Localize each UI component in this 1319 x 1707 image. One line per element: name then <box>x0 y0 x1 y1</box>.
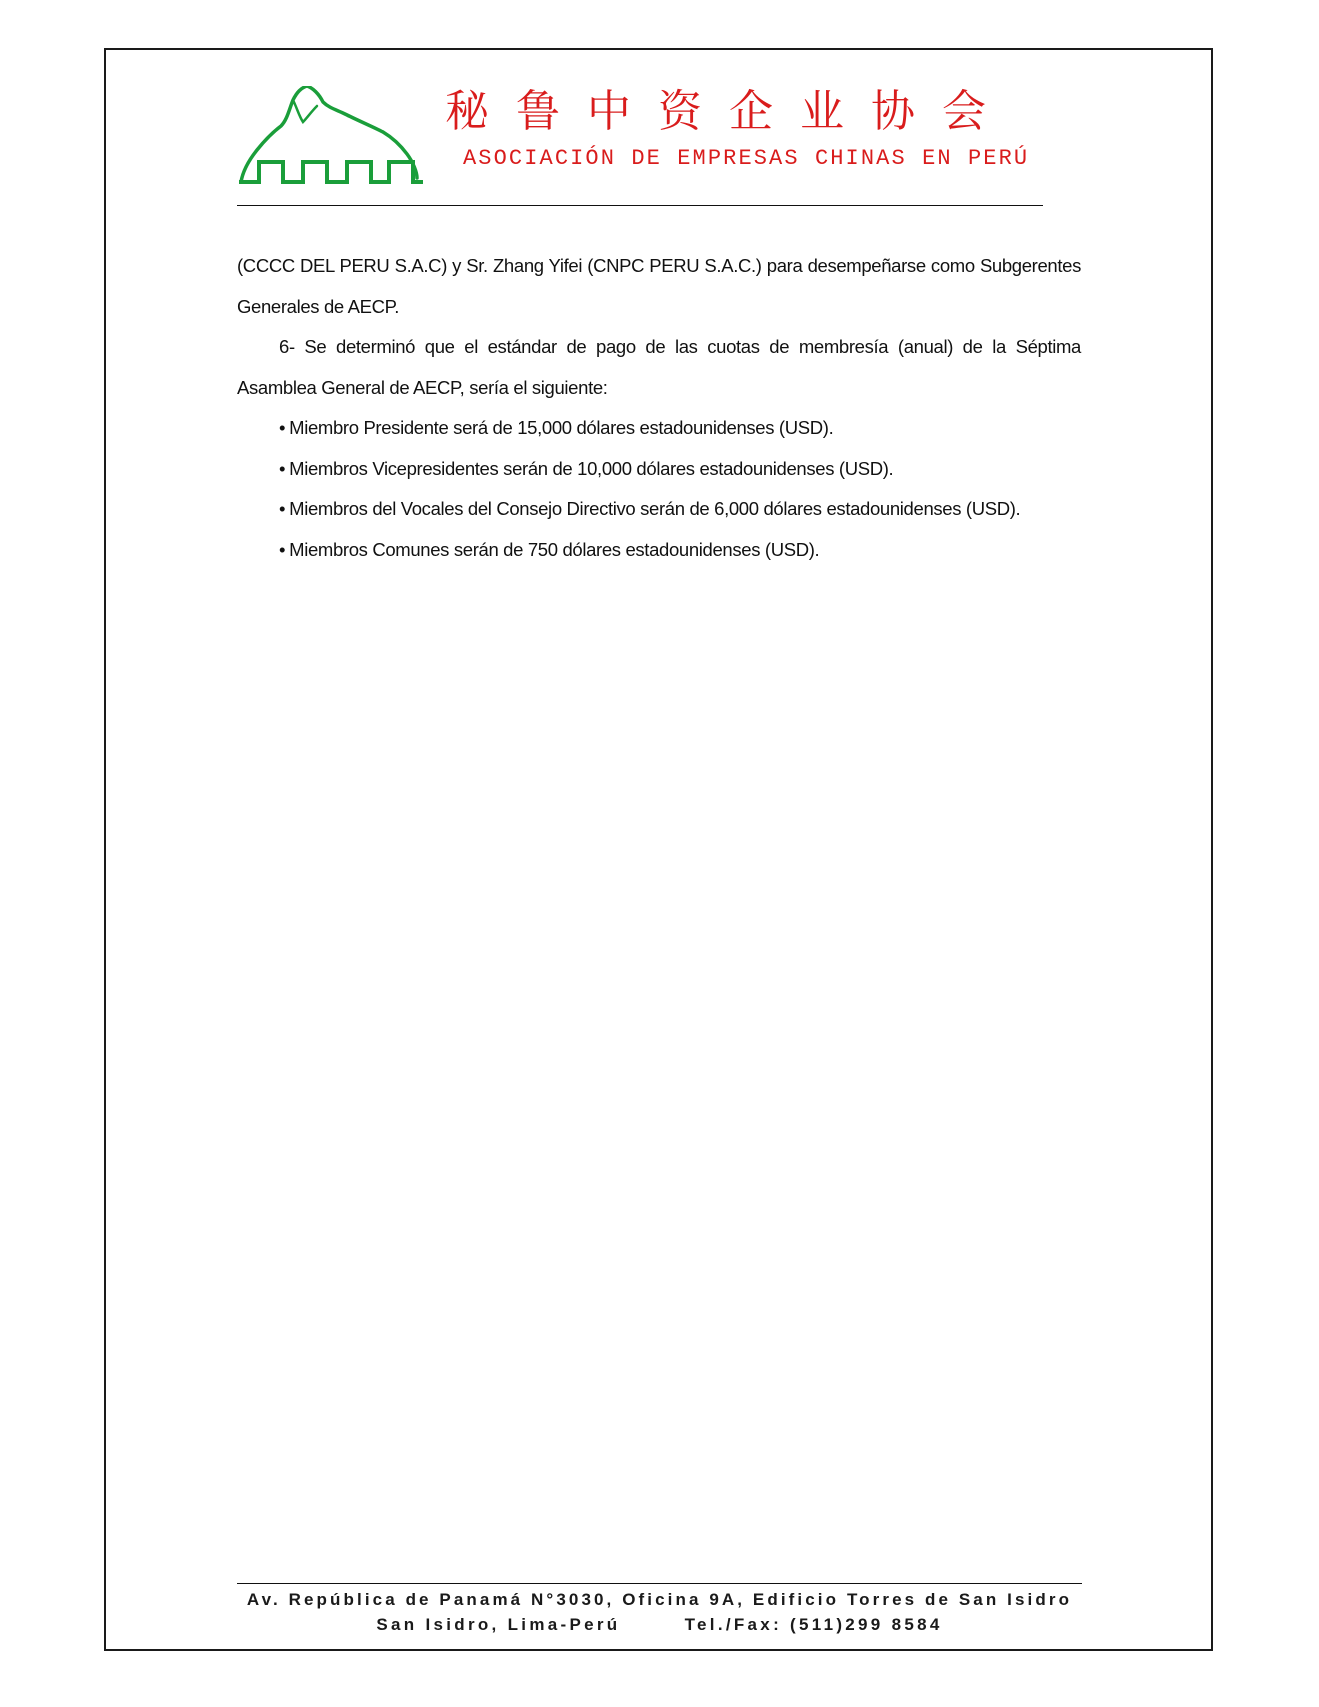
bullet-icon: • <box>279 538 286 560</box>
bullet-icon: • <box>279 417 286 438</box>
footer-address: Av. República de Panamá N°3030, Oficina 9A, Edificio Torres de San Isidro <box>246 1590 1073 1609</box>
footer-divider <box>237 1583 1082 1584</box>
bullet-icon: • <box>279 498 286 519</box>
fee-list-item-text: Miembros Vicepresidentes serán de 10,000 dólares estadounidenses (USD). <box>289 457 894 479</box>
fee-list-item <box>237 530 1081 571</box>
fee-list-item <box>237 449 1081 490</box>
mountain-logo <box>237 86 423 186</box>
fee-list-item <box>237 408 1081 449</box>
fee-list <box>237 408 1081 570</box>
fee-list-item <box>237 489 1081 530</box>
footer-city-phone: San Isidro, Lima-Perú Tel./Fax: (511)299 8584 <box>376 1615 943 1634</box>
letterhead-title-chinese: 秘鲁中资企业协会 <box>445 86 1013 137</box>
header-divider <box>237 205 1043 206</box>
body-paragraph: 6- Se determinó que el estándar de pago de las cuotas de membresía (anual) de la Séptima Asamblea General de AECP, sería el siguiente: <box>237 336 1081 398</box>
fee-list-item-text: Miembro Presidente será de 15,000 dólares estadounidenses (USD). <box>289 417 834 438</box>
body-paragraph: (CCCC DEL PERU S.A.C) y Sr. Zhang Yifei (CNPC PERU S.A.C.) para desempeñarse como Subgerentes Generales de AECP. <box>237 255 1081 317</box>
fee-list-item-text: Miembros Comunes serán de 750 dólares estadounidenses (USD). <box>289 538 820 560</box>
bullet-icon: • <box>279 457 286 479</box>
document-body <box>237 246 1081 570</box>
fee-list-item-text: Miembros del Vocales del Consejo Directivo serán de 6,000 dólares estadounidenses (USD). <box>289 498 1021 519</box>
letterhead-title-spanish: ASOCIACIÓN DE EMPRESAS CHINAS EN PERÚ <box>463 146 1030 171</box>
